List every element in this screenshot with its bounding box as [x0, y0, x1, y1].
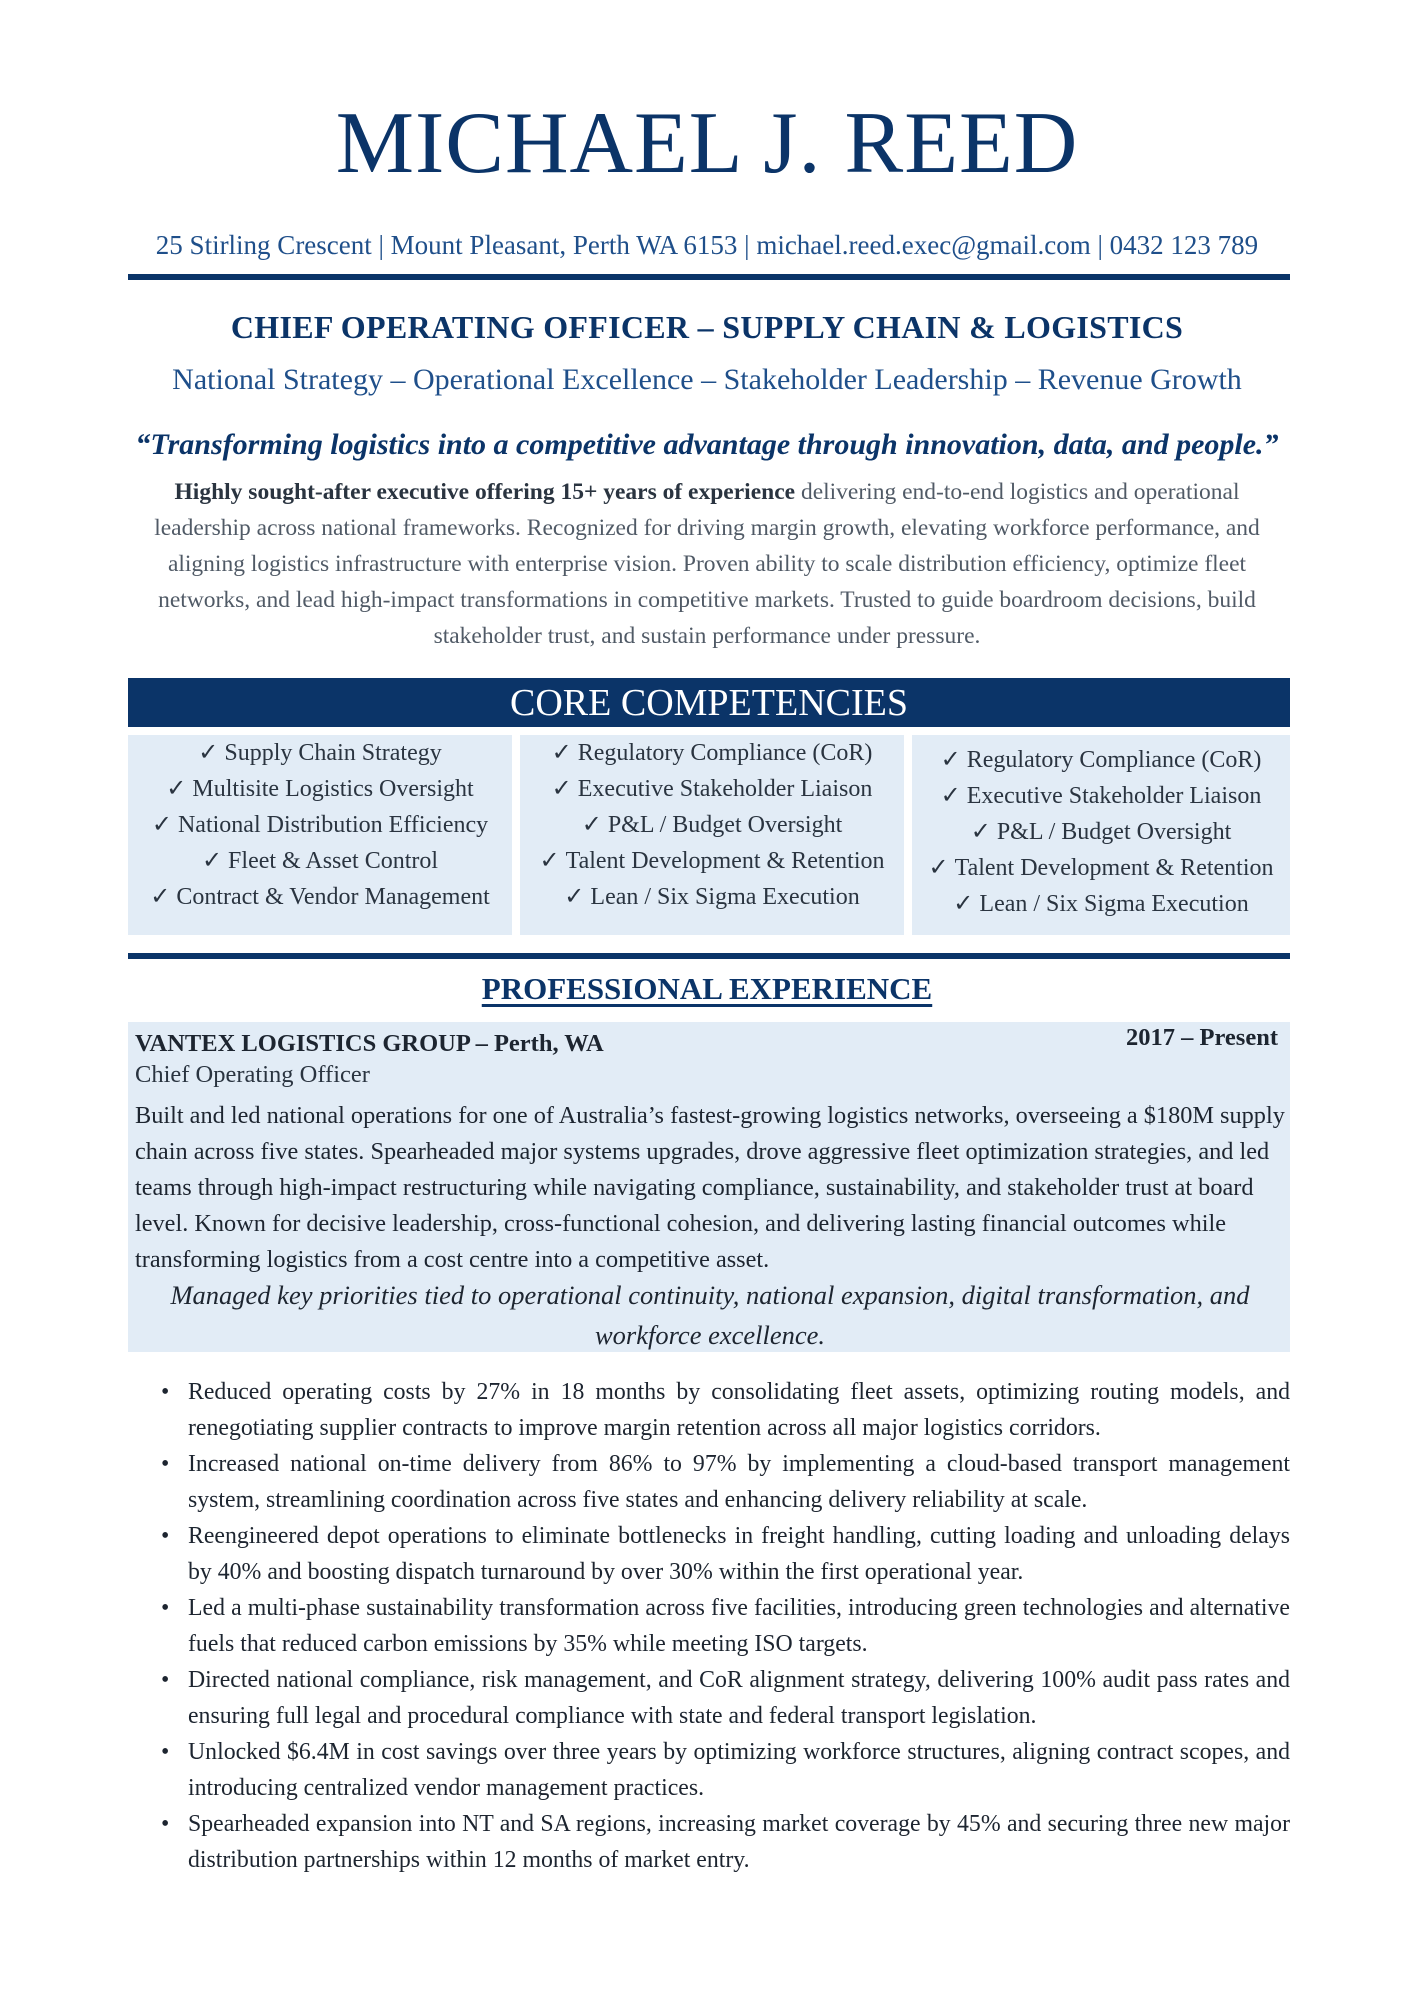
achievement-item: • Increased national on-time delivery from 86% to 97% by implementing a cloud-based transport management system, streamlining coordination across five states and enhancing delivery reliability at scale.	[188, 1446, 1290, 1518]
summary-lead: Highly sought-after executive offering 15+ years of experience	[174, 479, 796, 505]
candidate-name: MICHAEL J. REED	[335, 95, 1079, 192]
competency-item: ✓ Lean / Six Sigma Execution	[953, 891, 1249, 917]
competency-item: ✓ Talent Development & Retention	[539, 848, 885, 874]
competency-item: ✓ Supply Chain Strategy	[198, 740, 442, 766]
job-description: Built and led national operations for one of Australia’s fastest-growing logistics networks, overseeing a $180M supply chain across five states. Spearheaded major systems upgrades, drove aggressive fleet optimization strategies, and led teams through high-impact restructuring while navigating compliance, sustainability, and stakeholder trust at board level. Known for decisive leadership, cross-functional cohesion, and delivering lasting financial outcomes while transforming logistics from a cost centre into a competitive asset.	[135, 1102, 1285, 1273]
section-divider	[128, 953, 1290, 959]
competency-item: ✓ Lean / Six Sigma Execution	[564, 884, 860, 910]
competency-item: ✓ Contract & Vendor Management	[150, 884, 490, 910]
competency-item: ✓ P&L / Budget Oversight	[581, 812, 843, 838]
competency-item: ✓ Fleet & Asset Control	[201, 848, 439, 874]
achievement-item: • Led a multi-phase sustainability transformation across five facilities, introducing green technologies and alternative fuels that reduced carbon emissions by 35% while meeting ISO targets.	[188, 1590, 1290, 1662]
competency-item: ✓ Talent Development & Retention	[928, 855, 1274, 881]
personal-tagline: “Transforming logistics into a competitive advantage through innovation, data, and people.”	[135, 428, 1279, 461]
job-focus-statement: Managed key priorities tied to operational continuity, national expansion, digital transformation, and workforce excellence.	[170, 1280, 1250, 1350]
header-divider	[128, 274, 1290, 280]
summary-body: delivering end-to-end logistics and operational leadership across national frameworks. Recognized for driving margin growth, elevating workforce performance, and aligning logistics infrastructure with enterprise vision. Proven ability to scale distribution efficiency, optimize fleet networks, and lead high-impact transformations in competitive markets. Trusted to guide boardroom decisions, build stakeholder trust, and sustain performance under pressure.	[154, 479, 1260, 649]
check-icon: ✓	[940, 747, 961, 773]
achievement-item: • Reduced operating costs by 27% in 18 months by consolidating fleet assets, optimizing routing models, and renegotiating supplier contracts to improve margin retention across all major logistics corridors.	[188, 1374, 1290, 1446]
competency-item: ✓ Regulatory Compliance (CoR)	[551, 740, 873, 766]
job-role: Chief Operating Officer	[135, 1061, 370, 1088]
check-icon: ✓	[166, 776, 187, 802]
professional-summary	[136, 474, 1278, 654]
check-icon: ✓	[551, 776, 572, 802]
check-icon: ✓	[201, 848, 223, 874]
competency-item: ✓ Multisite Logistics Oversight	[166, 776, 474, 802]
check-icon: ✓	[151, 812, 172, 838]
check-icon: ✓	[551, 740, 572, 766]
check-icon: ✓	[198, 740, 219, 766]
job-dates: 2017 – Present	[1126, 1024, 1278, 1051]
target-title: CHIEF OPERATING OFFICER – SUPPLY CHAIN & LOGISTICS	[230, 309, 1184, 345]
check-icon: ✓	[940, 783, 961, 809]
competency-item: ✓ P&L / Budget Oversight	[970, 819, 1232, 845]
achievement-item: • Directed national compliance, risk management, and CoR alignment strategy, delivering 100% audit pass rates and ensuring full legal and procedural compliance with state and federal transport legislation.	[188, 1662, 1290, 1734]
achievement-list	[188, 1374, 1290, 1878]
check-icon: ✓	[150, 884, 171, 910]
check-icon: ✓	[970, 819, 991, 845]
competency-column-1	[128, 735, 512, 935]
check-icon: ✓	[953, 891, 974, 917]
competency-column-3	[912, 735, 1290, 935]
competency-column-2	[520, 735, 904, 935]
competency-item: ✓ Regulatory Compliance (CoR)	[940, 747, 1262, 773]
value-areas: National Strategy – Operational Excellence – Stakeholder Leadership – Revenue Growth	[172, 363, 1242, 396]
achievement-item: • Unlocked $6.4M in cost savings over three years by optimizing workforce structures, aligning contract scopes, and introducing centralized vendor management practices.	[188, 1734, 1290, 1806]
check-icon: ✓	[581, 812, 602, 838]
check-icon: ✓	[928, 855, 949, 881]
company-name: VANTEX LOGISTICS GROUP – Perth, WA	[135, 1030, 604, 1057]
check-icon: ✓	[539, 848, 560, 874]
competency-item: ✓ Executive Stakeholder Liaison	[551, 776, 873, 802]
competency-item: ✓ National Distribution Efficiency	[151, 812, 489, 838]
check-icon: ✓	[564, 884, 585, 910]
competency-item: ✓ Executive Stakeholder Liaison	[940, 783, 1262, 809]
achievement-item: • Spearheaded expansion into NT and SA regions, increasing market coverage by 45% and securing three new major distribution partnerships within 12 months of market entry.	[188, 1806, 1290, 1878]
competencies-heading: CORE COMPETENCIES	[128, 678, 1290, 727]
achievement-item: • Reengineered depot operations to eliminate bottlenecks in freight handling, cutting loading and unloading delays by 40% and boosting dispatch turnaround by over 30% within the first operational year.	[188, 1518, 1290, 1590]
contact-line: 25 Stirling Crescent | Mount Pleasant, Perth WA 6153 | michael.reed.exec@gmail.com | 0432 123 789	[155, 230, 1259, 260]
experience-heading: PROFESSIONAL EXPERIENCE	[481, 971, 933, 1006]
